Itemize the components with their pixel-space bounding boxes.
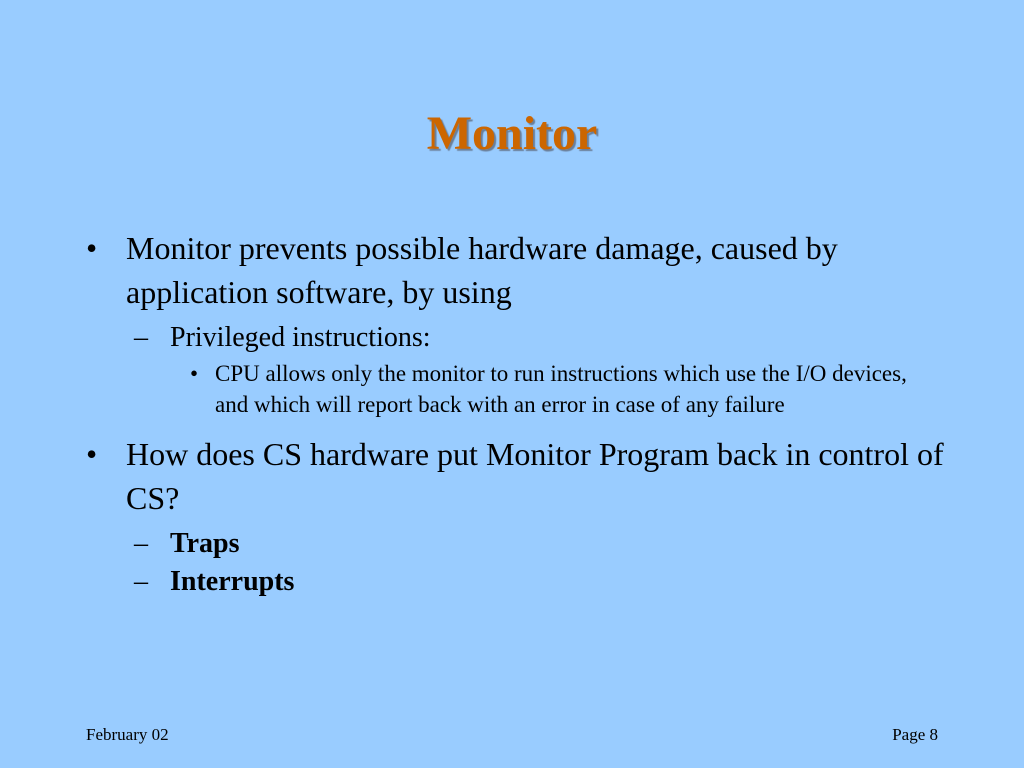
bullet-1 (84, 226, 964, 314)
dash-marker: – (134, 322, 148, 353)
bullet-marker: • (86, 436, 98, 472)
bullet-1-sub-1 (84, 320, 964, 356)
bullet-1-sub-1-detail (84, 358, 964, 420)
dash-marker: – (134, 528, 148, 559)
bullet-2-sub-2-text: Interrupts (170, 566, 295, 597)
bullet-1-sub-1-text: Privileged instructions: (170, 322, 431, 353)
slide-body (84, 226, 964, 602)
bullet-1-sub-1-detail-text: CPU allows only the monitor to run instructions which use the I/O devices, and which will report back with an error in case of any failure (215, 361, 907, 417)
bullet-marker: • (190, 361, 199, 386)
bullet-2 (84, 432, 964, 520)
bullet-2-sub-2 (84, 564, 964, 600)
footer-date: February 02 (86, 725, 169, 744)
bullet-1-text: Monitor prevents possible hardware damage, caused by application software, by using (126, 230, 838, 310)
slide-title: Monitor (426, 107, 598, 160)
bullet-2-text: How does CS hardware put Monitor Program back in control of CS? (126, 436, 944, 516)
bullet-2-sub-1 (84, 526, 964, 562)
bullet-2-sub-1-text: Traps (170, 528, 240, 559)
footer-page-number: Page 8 (892, 725, 938, 744)
dash-marker: – (134, 566, 148, 597)
bullet-marker: • (86, 230, 98, 266)
